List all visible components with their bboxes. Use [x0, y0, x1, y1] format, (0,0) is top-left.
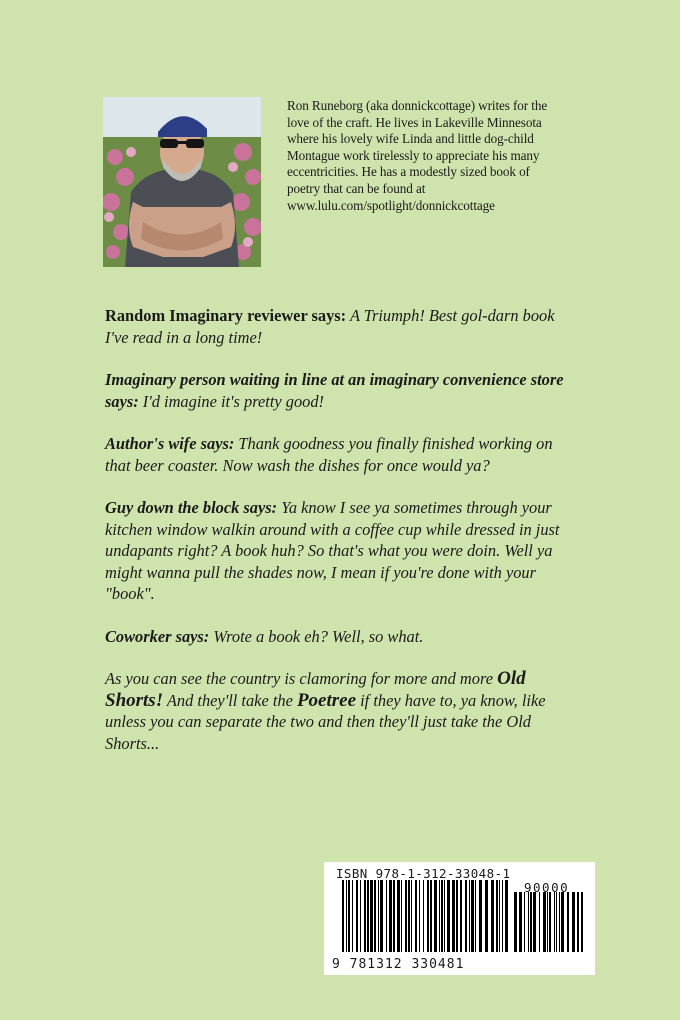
- barcode-bar: [441, 880, 443, 952]
- barcode-bar: [491, 880, 494, 952]
- barcode-bar: [543, 892, 546, 952]
- review-quote: Ya know I see ya sometimes through your kitchen window walkin around with a coffee cup while dressed in just undapants right? A book huh? So that's what you were doin. Well ya might wanna pull the shades now, I mean if you're done with your "book".: [105, 498, 560, 603]
- barcode-bar: [401, 880, 402, 952]
- isbn-label: ISBN 978-1-312-33048-1: [336, 866, 511, 881]
- barcode-bar: [547, 892, 548, 952]
- barcode-bar: [367, 880, 369, 952]
- barcode-bar: [499, 880, 500, 952]
- barcode-bar: [447, 880, 450, 952]
- review-authors-wife: [105, 433, 565, 476]
- barcode-bar: [471, 880, 474, 952]
- barcode-bar: [475, 880, 476, 952]
- barcode-bar: [530, 892, 532, 952]
- author-photo: [103, 97, 261, 267]
- review-quote: Thank goodness you finally finished working on that beer coaster. Now wash the dishes for once would ya?: [105, 434, 553, 475]
- review-speaker: Random Imaginary reviewer says:: [105, 306, 347, 325]
- closing-text-1: As you can see the country is clamoring for more and more: [105, 669, 498, 688]
- barcode-bar: [444, 880, 445, 952]
- barcode-bar: [556, 892, 557, 952]
- barcode-bar: [469, 880, 470, 952]
- barcode-bar: [496, 880, 498, 952]
- barcode-bar: [485, 880, 488, 952]
- review-imaginary-person: [105, 369, 565, 412]
- ean-digits: 9 781312 330481: [332, 957, 465, 972]
- barcode-bar: [533, 892, 536, 952]
- barcode-bar: [342, 880, 344, 952]
- closing-paragraph: [105, 668, 565, 754]
- barcode-bar: [386, 880, 387, 952]
- barcode-bar: [360, 880, 361, 952]
- barcode-bar: [419, 880, 420, 952]
- review-quote: Wrote a book eh? Well, so what.: [209, 626, 424, 646]
- barcode-bar: [374, 880, 376, 952]
- barcode-bar: [514, 892, 517, 952]
- barcode-bar: [549, 892, 551, 952]
- barcode-bar: [519, 892, 522, 952]
- barcode-bar: [539, 892, 540, 952]
- closing-text-3: if they have to, ya know, like unless you can separate the two and then they'll just take the Old Shorts...: [105, 690, 546, 753]
- barcode-bar: [528, 892, 529, 952]
- review-guy-down-block: [105, 497, 565, 605]
- barcode-bar: [389, 880, 392, 952]
- barcode-bar: [572, 892, 575, 952]
- barcode-bar: [430, 880, 432, 952]
- barcode-bar: [554, 892, 555, 952]
- barcode-bar: [415, 880, 417, 952]
- barcode-bar: [364, 880, 366, 952]
- barcode-bar: [370, 880, 373, 952]
- barcode-bar: [505, 880, 508, 952]
- review-speaker: Imaginary person waiting in line at an imaginary convenience store says:: [105, 370, 564, 411]
- barcode-bar: [380, 880, 383, 952]
- reviews-section: [105, 305, 565, 775]
- barcode-bar: [393, 880, 395, 952]
- barcode-bar: [411, 880, 412, 952]
- barcode-bar: [561, 892, 564, 952]
- barcode-bar: [434, 880, 437, 952]
- barcode-bar: [348, 880, 350, 952]
- barcode-bar: [567, 892, 569, 952]
- barcode-bar: [452, 880, 455, 952]
- barcode-bar: [356, 880, 358, 952]
- review-random-reviewer: [105, 305, 565, 348]
- barcode-bar: [456, 880, 458, 952]
- barcode-bar: [408, 880, 410, 952]
- review-speaker: Coworker says:: [105, 626, 210, 646]
- barcode-bar: [559, 892, 560, 952]
- book-title-poetree: Poetree: [296, 689, 357, 711]
- barcode-bar: [460, 880, 462, 952]
- barcode-bar: [346, 880, 347, 952]
- barcode-bar: [502, 880, 503, 952]
- review-speaker: Guy down the block says:: [105, 498, 278, 517]
- barcode-bar: [439, 880, 440, 952]
- barcode-bar: [581, 892, 583, 952]
- review-coworker: [105, 626, 565, 648]
- barcode-bar: [524, 892, 525, 952]
- barcode-bar: [423, 880, 424, 952]
- barcode-bar: [479, 880, 482, 952]
- review-quote: I'd imagine it's pretty good!: [138, 391, 324, 411]
- barcode-bar: [427, 880, 429, 952]
- review-quote: A Triumph! Best gol-darn book I've read in a long time!: [105, 306, 555, 347]
- author-bio: Ron Runeborg (aka donnickcottage) writes for the love of the craft. He lives in Lakeville Minnesota where his lovely wife Linda and little dog-child Montague work tirelessly to appreciate his many eccentricities. He has a modestly sized book of poetry that can be found at www.lulu.com/spotlight/donnickcottage: [287, 98, 548, 213]
- price-code: 90000: [524, 880, 570, 895]
- barcode-bar: [352, 880, 353, 952]
- barcode-bar: [378, 880, 379, 952]
- review-speaker: Author's wife says:: [105, 434, 235, 453]
- book-title-old-shorts: Old Shorts!: [105, 668, 526, 711]
- closing-text-2: And they'll take the: [163, 690, 297, 710]
- barcode-bar: [397, 880, 400, 952]
- barcode-bar: [405, 880, 407, 952]
- barcode-bar: [465, 880, 467, 952]
- barcode-bar: [577, 892, 579, 952]
